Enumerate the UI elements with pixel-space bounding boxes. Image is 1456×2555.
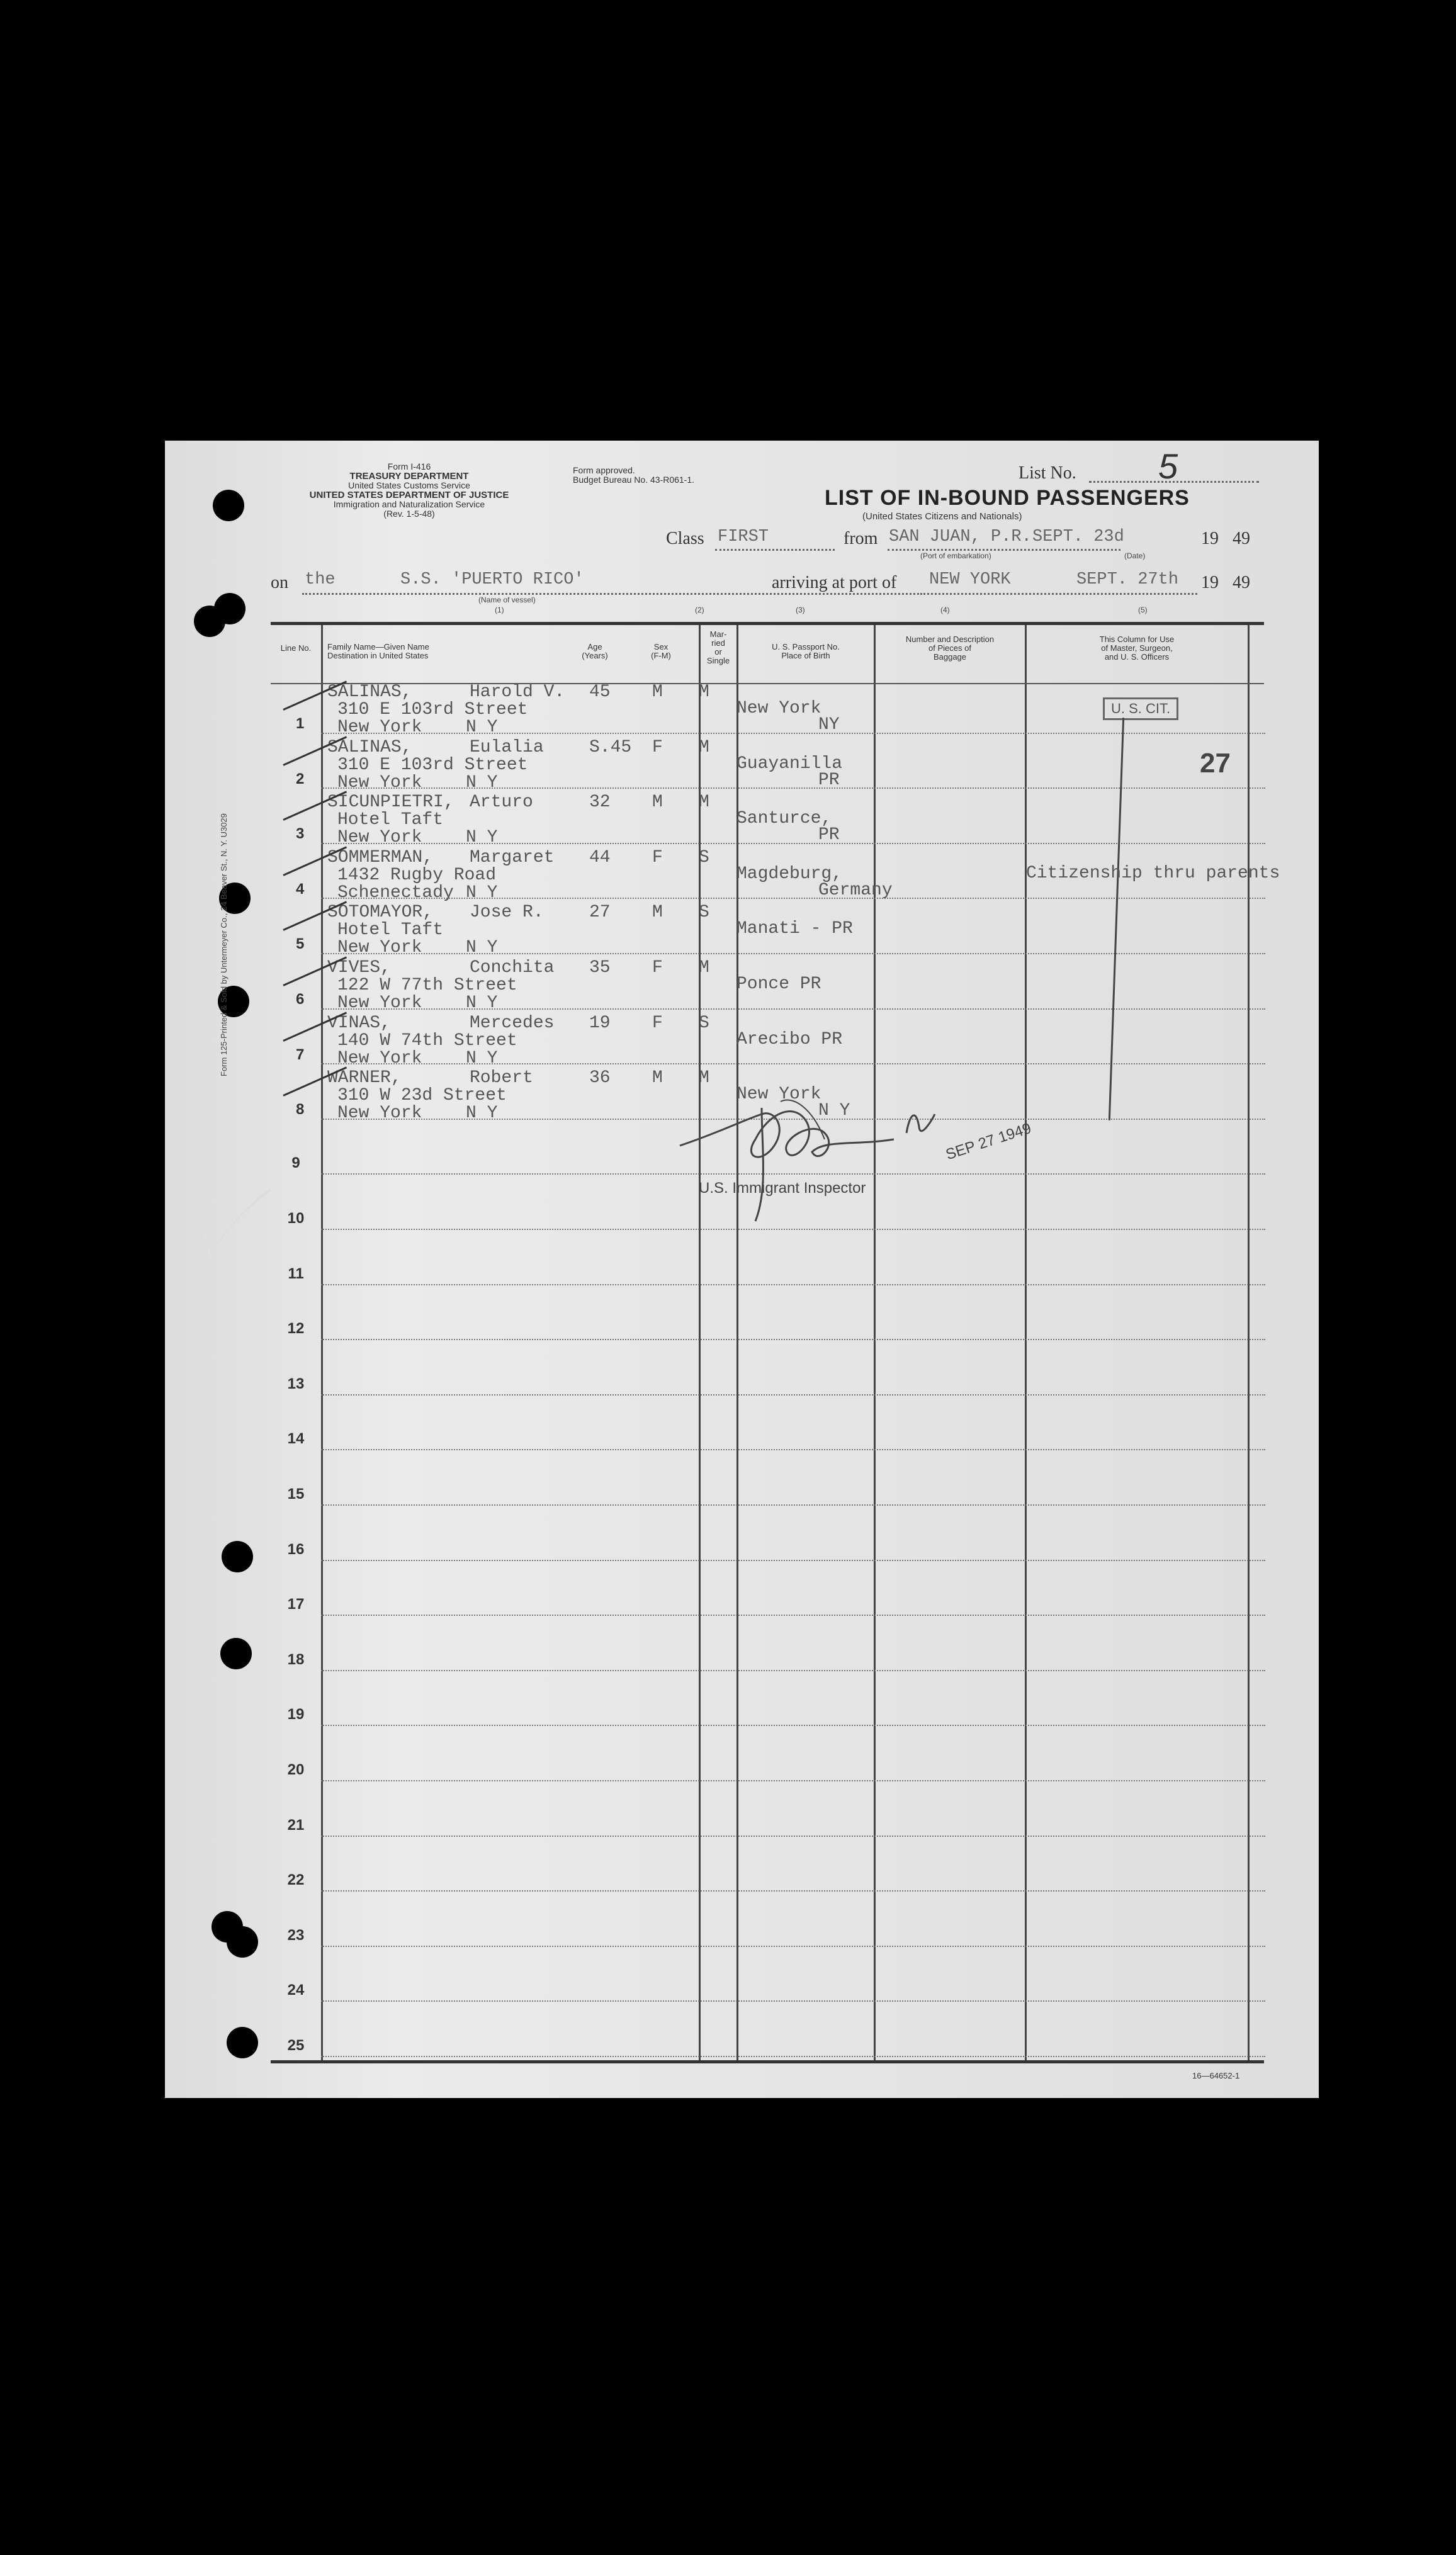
passenger-age: 27 bbox=[589, 903, 611, 923]
passenger-birthplace-country: Germany bbox=[818, 880, 893, 900]
port-dots bbox=[888, 549, 1120, 551]
passenger-birthplace: Ponce PR bbox=[736, 974, 821, 994]
passenger-city: New York bbox=[337, 718, 422, 737]
passenger-age: S.45 bbox=[589, 737, 632, 757]
passenger-birthplace: Manati - PR bbox=[736, 919, 853, 939]
passenger-sex: F bbox=[652, 847, 663, 867]
passenger-given-name: Harold V. bbox=[470, 682, 565, 702]
passenger-state: N Y bbox=[466, 883, 498, 903]
line-number: 19 bbox=[287, 1706, 305, 1723]
passenger-address: 122 W 77th Street bbox=[337, 976, 517, 995]
line-number: 8 bbox=[296, 1101, 305, 1119]
col-divider bbox=[736, 625, 738, 2060]
line-number: 20 bbox=[287, 1761, 305, 1778]
class-value: FIRST bbox=[718, 527, 769, 546]
row-rule bbox=[321, 898, 1265, 899]
form-header-left: Form I-416 TREASURY DEPARTMENT United States Customs Service UNITED STATES DEPARTMENT OF JUSTICE Immigration and Naturalization Service (Rev. 1-5-48) bbox=[309, 461, 509, 519]
line-number: 25 bbox=[287, 2037, 305, 2054]
passenger-state: N Y bbox=[466, 718, 498, 737]
passenger-age: 32 bbox=[589, 792, 611, 813]
passenger-birthplace: New York bbox=[736, 1085, 821, 1105]
passenger-given-name: Jose R. bbox=[470, 903, 544, 923]
passenger-address: 310 W 23d Street bbox=[337, 1086, 507, 1106]
passenger-given-name: Robert bbox=[470, 1068, 533, 1088]
footer-code: 16—64652-1 bbox=[1192, 2071, 1240, 2080]
punch-hole bbox=[227, 2027, 258, 2058]
line-number: 24 bbox=[287, 1982, 305, 1999]
passenger-city: New York bbox=[337, 938, 422, 958]
line-number: 7 bbox=[296, 1046, 305, 1063]
row-rule bbox=[321, 953, 1265, 954]
passenger-given-name: Arturo bbox=[470, 792, 533, 813]
passenger-marital-status: M bbox=[699, 1068, 709, 1088]
passenger-address: 140 W 74th Street bbox=[337, 1030, 517, 1051]
class-dots bbox=[715, 549, 835, 551]
passenger-sex: F bbox=[652, 958, 663, 978]
row-rule bbox=[321, 1394, 1265, 1396]
col-divider bbox=[874, 625, 876, 2060]
passenger-birthplace: Magdeburg, bbox=[736, 864, 843, 884]
vessel-dots bbox=[302, 593, 919, 595]
row-rule bbox=[321, 1725, 1265, 1726]
passenger-city: New York bbox=[337, 772, 422, 792]
line-number: 13 bbox=[287, 1375, 305, 1392]
punch-hole bbox=[194, 606, 225, 637]
embark-port-value: SAN JUAN, P.R. bbox=[889, 527, 1032, 546]
colnum-4: (4) bbox=[940, 606, 950, 614]
passenger-state: N Y bbox=[466, 1048, 498, 1068]
passenger-birthplace-country: PR bbox=[818, 770, 840, 790]
passenger-marital-status: S bbox=[699, 1013, 709, 1033]
passenger-family-name: SALINAS, bbox=[327, 737, 412, 757]
year-prefix: 19 bbox=[1201, 529, 1219, 548]
vessel-name-value: S.S. 'PUERTO RICO' bbox=[400, 570, 584, 589]
head-count: 27 bbox=[1200, 748, 1231, 779]
on-label: on bbox=[271, 573, 288, 592]
row-rule bbox=[321, 1890, 1265, 1892]
line-number: 3 bbox=[296, 825, 305, 843]
margin-checkmark bbox=[189, 1177, 277, 1265]
arrival-year-prefix: 19 bbox=[1201, 573, 1219, 592]
side-printer-note: Form 125-Printed & Sold by Untermeyer Co., 24 Beaver St., N. Y. U3029 bbox=[219, 813, 229, 1076]
passenger-marital-status: M bbox=[699, 792, 709, 813]
passenger-birthplace: Guayanilla bbox=[736, 753, 843, 774]
punch-hole bbox=[220, 1638, 252, 1669]
passenger-city: New York bbox=[337, 1103, 422, 1124]
row-rule bbox=[321, 1946, 1265, 1947]
passenger-sex: F bbox=[652, 737, 663, 757]
col-header-name: Family Name—Given Name Destination in United States bbox=[327, 642, 429, 660]
line-number: 18 bbox=[287, 1650, 305, 1668]
line-number: 12 bbox=[287, 1320, 305, 1338]
passenger-birthplace-country: NY bbox=[818, 715, 840, 735]
line-number: 15 bbox=[287, 1486, 305, 1503]
passenger-birthplace: Arecibo PR bbox=[736, 1029, 843, 1049]
passenger-state: N Y bbox=[466, 993, 498, 1013]
passenger-address: Hotel Taft bbox=[337, 920, 444, 940]
passenger-given-name: Margaret bbox=[470, 847, 555, 867]
row-rule bbox=[321, 1449, 1265, 1450]
row-rule bbox=[321, 2000, 1265, 2002]
col-divider bbox=[1025, 625, 1027, 2060]
col-header-passport: U. S. Passport No. Place of Birth bbox=[772, 642, 840, 660]
line-number: 1 bbox=[296, 715, 305, 732]
line-number: 23 bbox=[287, 1926, 305, 1944]
passenger-age: 35 bbox=[589, 958, 611, 978]
passenger-sex: M bbox=[652, 903, 663, 923]
col-header-married: Mar- ried or Single bbox=[706, 629, 730, 665]
arriving-label: arriving at port of bbox=[772, 573, 897, 592]
passenger-marital-status: M bbox=[699, 737, 709, 757]
passenger-birthplace: New York bbox=[736, 699, 821, 718]
inspector-label: U.S. Immigrant Inspector bbox=[699, 1180, 866, 1197]
passenger-given-name: Mercedes bbox=[470, 1013, 555, 1033]
passenger-address: 310 E 103rd Street bbox=[337, 755, 528, 775]
from-label: from bbox=[844, 529, 878, 548]
line-number: 22 bbox=[287, 1871, 305, 1889]
date-caption: (Date) bbox=[1124, 551, 1146, 560]
inspector-signature bbox=[667, 1070, 957, 1234]
class-label: Class bbox=[666, 529, 704, 548]
passenger-age: 44 bbox=[589, 847, 611, 867]
passenger-sex: M bbox=[652, 682, 663, 702]
row-rule bbox=[321, 1670, 1265, 1671]
passenger-birthplace: Santurce, bbox=[736, 809, 832, 829]
line-number: 4 bbox=[296, 880, 305, 898]
colnum-2: (2) bbox=[695, 606, 704, 614]
passenger-family-name: VIVES, bbox=[327, 958, 391, 978]
passenger-city: Schenectady bbox=[337, 883, 454, 903]
passenger-marital-status: S bbox=[699, 847, 709, 867]
arrival-dots bbox=[920, 593, 1197, 595]
passenger-family-name: VINAS, bbox=[327, 1013, 391, 1033]
row-rule bbox=[321, 1063, 1265, 1064]
port-caption: (Port of embarkation) bbox=[920, 551, 991, 560]
passenger-age: 45 bbox=[589, 682, 611, 702]
arrival-date-value: SEPT. 27th bbox=[1076, 570, 1179, 589]
arrival-port-value: NEW YORK bbox=[929, 570, 1011, 589]
passenger-marital-status: M bbox=[699, 682, 709, 702]
us-cit-stamp: U. S. CIT. bbox=[1103, 697, 1178, 720]
passenger-age: 36 bbox=[589, 1068, 611, 1088]
passenger-city: New York bbox=[337, 993, 422, 1013]
row-rule bbox=[321, 787, 1265, 789]
row-rule bbox=[321, 1780, 1265, 1781]
colnum-3: (3) bbox=[796, 606, 805, 614]
line-number: 10 bbox=[287, 1210, 305, 1227]
line-number: 11 bbox=[288, 1265, 304, 1282]
row-rule bbox=[321, 1615, 1265, 1616]
passenger-state: N Y bbox=[466, 938, 498, 958]
header-rule bbox=[271, 683, 1264, 684]
passenger-family-name: SOTOMAYOR, bbox=[327, 903, 434, 923]
passenger-address: Hotel Taft bbox=[337, 810, 444, 830]
col-header-baggage: Number and Description of Pieces of Baggage bbox=[905, 635, 995, 662]
line-number: 14 bbox=[287, 1430, 305, 1448]
line-number: 5 bbox=[296, 935, 305, 953]
col-header-sex: Sex (F-M) bbox=[651, 642, 671, 660]
passenger-given-name: Conchita bbox=[470, 958, 555, 978]
col-divider bbox=[699, 625, 701, 2060]
col-divider bbox=[1248, 625, 1250, 2060]
passenger-state: N Y bbox=[466, 772, 498, 792]
list-no-label: List No. bbox=[1019, 463, 1076, 483]
passenger-birthplace-country: N Y bbox=[818, 1101, 850, 1121]
row-rule bbox=[321, 1339, 1265, 1340]
passenger-sex: M bbox=[652, 1068, 663, 1088]
punch-hole bbox=[227, 1926, 258, 1958]
col-divider bbox=[321, 625, 323, 2060]
colnum-5: (5) bbox=[1138, 606, 1148, 614]
passenger-family-name: WARNER, bbox=[327, 1068, 402, 1088]
col-header-age: Age (Years) bbox=[582, 642, 608, 660]
form-approval: Form approved. Budget Bureau No. 43-R061-1. bbox=[573, 465, 695, 485]
line-number: 2 bbox=[296, 770, 305, 787]
passenger-state: N Y bbox=[466, 828, 498, 848]
row-rule bbox=[321, 1504, 1265, 1506]
row-rule bbox=[321, 843, 1265, 844]
line-number: 16 bbox=[287, 1540, 305, 1558]
passenger-family-name: SICUNPIETRI, bbox=[327, 792, 454, 813]
col-header-officers: This Column for Use of Master, Surgeon, and U. S. Officers bbox=[1099, 635, 1175, 662]
row-rule bbox=[321, 2056, 1265, 2057]
passenger-sex: F bbox=[652, 1013, 663, 1033]
passenger-family-name: SOMMERMAN, bbox=[327, 847, 434, 867]
passenger-address: 310 E 103rd Street bbox=[337, 700, 528, 719]
passenger-city: New York bbox=[337, 1048, 422, 1068]
the-value: the bbox=[305, 570, 336, 589]
passenger-family-name: SALINAS, bbox=[327, 682, 412, 702]
line-number: 6 bbox=[296, 991, 305, 1008]
stamp-date: SEP 27 1949 bbox=[944, 1119, 1034, 1164]
passenger-sex: M bbox=[652, 792, 663, 813]
passenger-given-name: Eulalia bbox=[470, 737, 544, 757]
punch-hole bbox=[213, 490, 244, 521]
list-no-value: 5 bbox=[1158, 446, 1178, 486]
embark-date-value: SEPT. 23d bbox=[1032, 527, 1124, 546]
year-value: 49 bbox=[1233, 529, 1250, 548]
citizenship-note: Citizenship thru parents bbox=[1026, 864, 1280, 883]
row-rule bbox=[321, 1836, 1265, 1837]
passenger-birthplace-country: PR bbox=[818, 825, 840, 845]
line-number: 9 bbox=[291, 1154, 300, 1172]
passenger-city: New York bbox=[337, 828, 422, 848]
arrival-year-value: 49 bbox=[1233, 573, 1250, 592]
passenger-state: N Y bbox=[466, 1103, 498, 1124]
colnum-1: (1) bbox=[495, 606, 504, 614]
vessel-caption: (Name of vessel) bbox=[478, 595, 536, 604]
punch-hole bbox=[222, 1541, 253, 1572]
col-header-line-no: Line No. bbox=[280, 643, 312, 653]
row-rule bbox=[321, 1008, 1265, 1010]
row-rule bbox=[321, 1560, 1265, 1561]
passenger-marital-status: S bbox=[699, 903, 709, 923]
line-number: 17 bbox=[287, 1596, 305, 1613]
page-subtitle: (United States Citizens and Nationals) bbox=[862, 511, 1022, 522]
passenger-address: 1432 Rugby Road bbox=[337, 865, 497, 885]
row-rule bbox=[321, 1284, 1265, 1285]
line-number: 21 bbox=[287, 1816, 305, 1834]
passenger-age: 19 bbox=[589, 1013, 611, 1033]
page-title: LIST OF IN-BOUND PASSENGERS bbox=[825, 486, 1190, 510]
passenger-marital-status: M bbox=[699, 958, 709, 978]
